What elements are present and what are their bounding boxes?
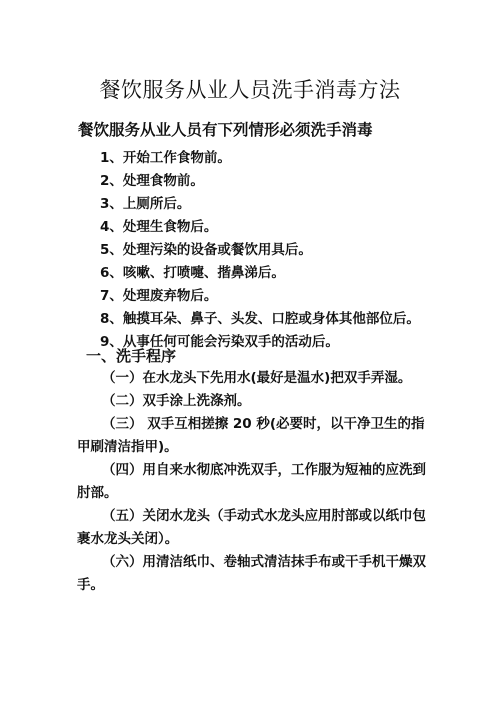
step-3: （三） 双手互相搓擦 20 秒(必要时，以干净卫生的指 [102, 416, 425, 432]
list-item: 8、触摸耳朵、鼻子、头发、口腔或身体其他部位后。 [100, 311, 420, 327]
step-6-continuation: 手。 [77, 577, 104, 593]
list-item: 6、咳嗽、打喷嚏、揩鼻涕后。 [100, 265, 285, 281]
list-item: 7、处理废弃物后。 [100, 288, 218, 304]
list-item: 3、上厕所后。 [100, 196, 191, 212]
step-4-continuation: 肘部。 [77, 485, 118, 501]
list-item: 9、从事任何可能会污染双手的活动后。 [100, 334, 339, 350]
step-1: （一）在水龙头下先用水(最好是温水)把双手弄湿。 [102, 370, 412, 386]
subtitle: 餐饮服务从业人员有下列情形必须洗手消毒 [78, 121, 373, 139]
step-5: （五）关闭水龙头（手动式水龙头应用肘部或以纸巾包 [102, 508, 426, 524]
list-item: 1、开始工作食物前。 [100, 150, 231, 166]
step-3-continuation: 甲刷清洁指甲)。 [77, 439, 178, 455]
step-6: （六）用清洁纸巾、卷轴式清洁抹手布或干手机干燥双 [102, 554, 426, 570]
step-4: （四）用自来水彻底冲洗双手，工作服为短袖的应洗到 [102, 462, 426, 478]
list-item: 2、处理食物前。 [100, 173, 204, 189]
section-heading: 一、洗手程序 [86, 347, 177, 365]
list-item: 4、处理生食物后。 [100, 219, 218, 235]
list-item: 5、处理污染的设备或餐饮用具后。 [100, 242, 312, 258]
step-2: （二）双手涂上洗涤剂。 [102, 393, 251, 409]
step-5-continuation: 裹水龙头关闭）。 [77, 531, 179, 547]
page-title: 餐饮服务从业人员洗手消毒方法 [99, 78, 401, 102]
